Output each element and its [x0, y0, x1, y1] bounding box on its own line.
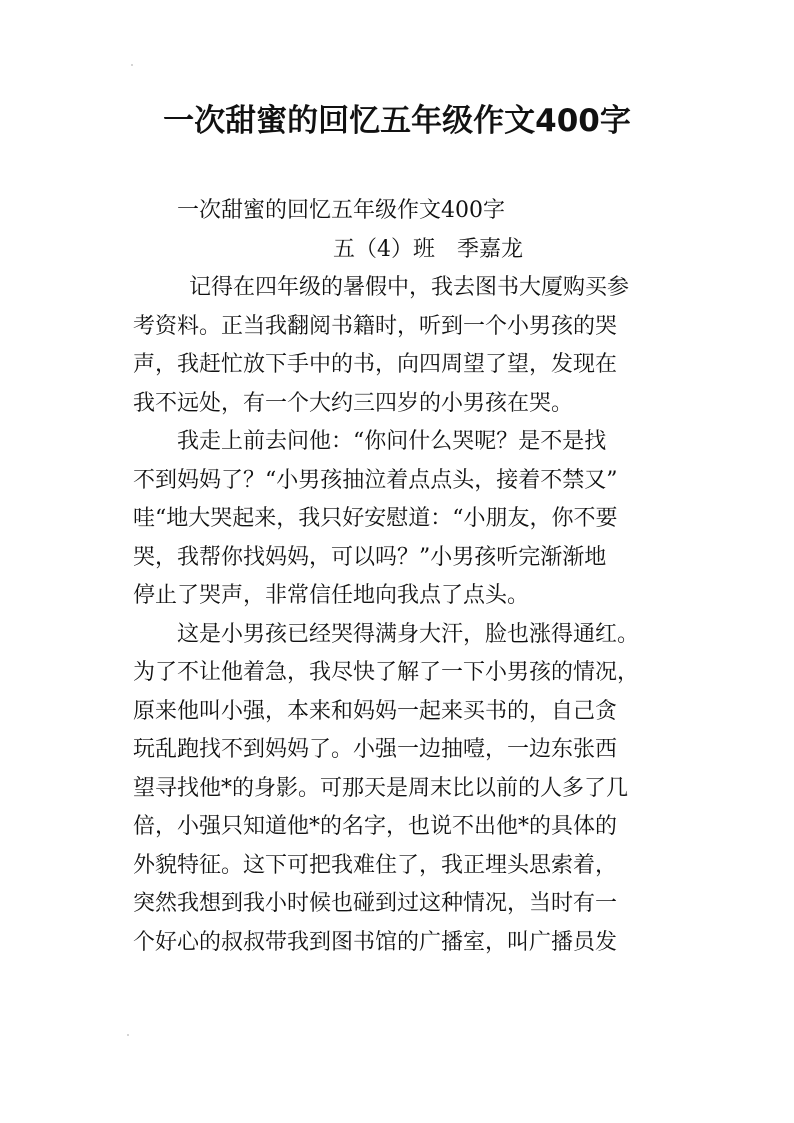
- paragraph-2: [133, 423, 673, 616]
- document-title: 一次甜蜜的回忆五年级作文400字: [163, 103, 631, 139]
- scan-speck: [127, 1034, 129, 1036]
- author-line: 五（4）班 季嘉龙: [333, 236, 523, 262]
- text-line: 我不远处，有一个大约三四岁的小男孩在哭。: [133, 390, 574, 416]
- text-line: 记得在四年级的暑假中，我去图书大厦购买参: [189, 275, 630, 300]
- text-line: 这是小男孩已经哭得满身大汗，脸也涨得通红。: [177, 621, 640, 647]
- text-line: 哇“地大哭起来，我只好安慰道：“小朋友，你不要: [133, 506, 618, 531]
- text-line: 望寻找他*的身影。可那天是周末比以前的人多了几: [133, 775, 629, 801]
- article-subtitle: 一次甜蜜的回忆五年级作文400字: [177, 198, 505, 223]
- text-line: 停止了哭声，非常信任地向我点了点头。: [133, 583, 530, 608]
- text-line: 个好心的叔叔带我到图书馆的广播室，叫广播员发: [133, 929, 618, 955]
- text-line: 考资料。正当我翻阅书籍时，听到一个小男孩的哭: [133, 313, 618, 339]
- text-line: 倍，小强只知道他*的名字，也说不出他*的具体的: [133, 814, 618, 839]
- scan-speck: [131, 64, 133, 66]
- text-line: 哭，我帮你找妈妈，可以吗？”小男孩听完渐渐地: [133, 544, 607, 570]
- paragraph-3: [133, 616, 673, 963]
- text-line: 突然我想到我小时候也碰到过这种情况，当时有一: [133, 891, 618, 916]
- document-body: [133, 192, 673, 962]
- text-line: 声，我赶忙放下手中的书，向四周望了望，发现在: [133, 352, 618, 377]
- paragraph-1: [133, 269, 673, 423]
- text-line: 我走上前去问他：“你问什么哭呢？是不是找: [177, 429, 607, 454]
- text-line: 不到妈妈了？“小男孩抽泣着点点头，接着不禁又”: [133, 467, 618, 493]
- text-line: 玩乱跑找不到妈妈了。小强一边抽噎，一边东张西: [133, 737, 618, 762]
- text-line: 为了不让他着急，我尽快了解了一下小男孩的情况，: [133, 660, 640, 685]
- text-line: 原来他叫小强，本来和妈妈一起来买书的，自己贪: [133, 698, 618, 724]
- text-line: 外貌特征。这下可把我难住了，我正埋头思索着，: [133, 852, 618, 878]
